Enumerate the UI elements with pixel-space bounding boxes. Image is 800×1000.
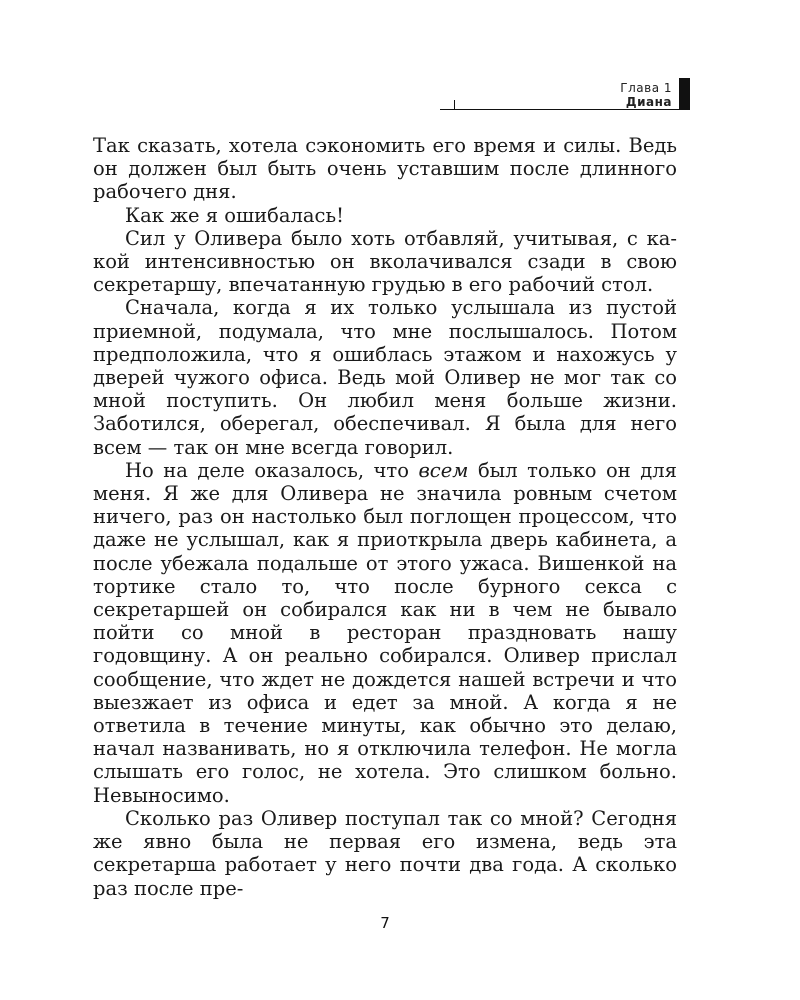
- paragraph-5-start: Но на деле оказалось, что: [125, 458, 419, 482]
- header-rule: [440, 109, 679, 110]
- chapter-label: Глава 1: [620, 81, 672, 95]
- paragraph-5: [93, 459, 677, 807]
- paragraph-4: Сначала, когда я их только услышала из пустой приемной, подумала, что мне послышалось. Потом предположила, что я ошиблась этажом и нахожусь у дверей чужого офиса. Ведь мой Оливер не мог так со мной поступить. Он любил меня больше жизни. Заботился, оберегал, обеспечивал. Я была для него всем — так он мне всегда говорил.: [93, 296, 677, 459]
- paragraph-6: Сколько раз Оливер поступал так со мной? Сегодня же явно была не первая его измена, ведь эта секретарша работает у него почти два года. А сколько раз после пре-: [93, 806, 677, 900]
- chapter-title: Диана: [625, 95, 672, 109]
- emphasized-word: всем: [418, 458, 469, 482]
- paragraph-2: Как же я ошибалась!: [125, 203, 344, 227]
- body-text: [93, 134, 677, 900]
- paragraph-3: Сил у Оливера было хоть отбавляй, учитывая, с какой интенсивностью он вколачивался сзади в свою секретаршу, впечатанную грудью в его рабочий стол.: [93, 226, 677, 297]
- running-header: [440, 78, 690, 112]
- header-bar: [679, 78, 690, 110]
- header-rule-tick: [454, 100, 455, 110]
- page-number: 7: [380, 914, 390, 932]
- running-header-text: [620, 81, 672, 109]
- paragraph-1: Так сказать, хотела сэкономить его время и силы. Ведь он должен был быть очень уставшим после длинного рабочего дня.: [93, 134, 677, 204]
- paragraph-5-rest: был только он для меня. Я же для Оливера не значила ровным счетом ничего, раз он настолько был поглощен процессом, что даже не услышал, как я приоткрыла дверь кабинета, а после убежала подальше от этого ужаса. Вишенкой на тортике стало то, что после бурного секса с секретаршей он собирался как ни в чем не бывало пойти со мной в ресторан праздновать нашу годовщину. А он реально собирался. Оливер прислал сообщение, что ждет не дождется нашей встречи и что выезжает из офиса и едет за мной. А когда я не ответила в течение минуты, как обычно это делаю, начал названивать, но я отключила телефон. Не могла слышать его голос, не хотела. Это слишком больно. Невыносимо.: [93, 458, 677, 807]
